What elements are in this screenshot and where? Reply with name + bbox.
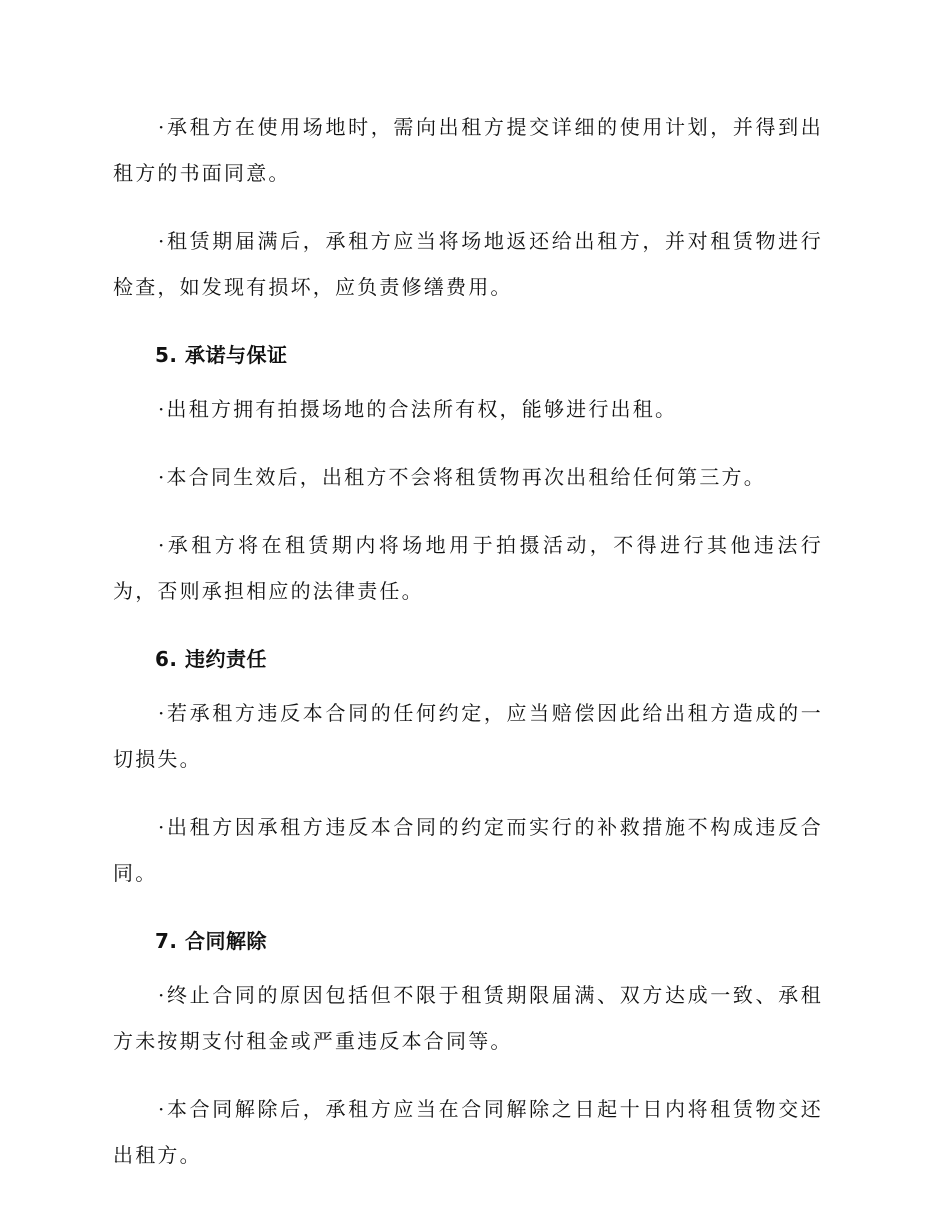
clause-ownership: ·出租方拥有拍摄场地的合法所有权，能够进行出租。 (158, 397, 678, 421)
clause-lawful-use: ·承租方将在租赁期内将场地用于拍摄活动，不得进行其他违法行为，否则承担相应的法律责任。 (113, 533, 823, 603)
clause-usage-plan: ·承租方在使用场地时，需向出租方提交详细的使用计划，并得到出租方的书面同意。 (113, 115, 823, 185)
section-heading-7: 7. 合同解除 (155, 929, 267, 953)
section-heading-6: 6. 违约责任 (155, 647, 267, 671)
clause-no-sublease: ·本合同生效后，出租方不会将租赁物再次出租给任何第三方。 (158, 465, 766, 489)
section-heading-5: 5. 承诺与保证 (155, 343, 288, 367)
clause-termination-reasons: ·终止合同的原因包括但不限于租赁期限届满、双方达成一致、承租方未按期支付租金或严重违反本合同等。 (113, 983, 823, 1053)
clause-return-site: ·租赁期届满后，承租方应当将场地返还给出租方，并对租赁物进行检查，如发现有损坏，应负责修缮费用。 (113, 229, 823, 299)
clause-return-after-termination: ·本合同解除后，承租方应当在合同解除之日起十日内将租赁物交还出租方。 (113, 1097, 823, 1167)
document-body (113, 104, 823, 1200)
clause-remedy: ·出租方因承租方违反本合同的约定而实行的补救措施不构成违反合同。 (113, 815, 823, 885)
clause-compensation: ·若承租方违反本合同的任何约定，应当赔偿因此给出租方造成的一切损失。 (113, 701, 823, 771)
